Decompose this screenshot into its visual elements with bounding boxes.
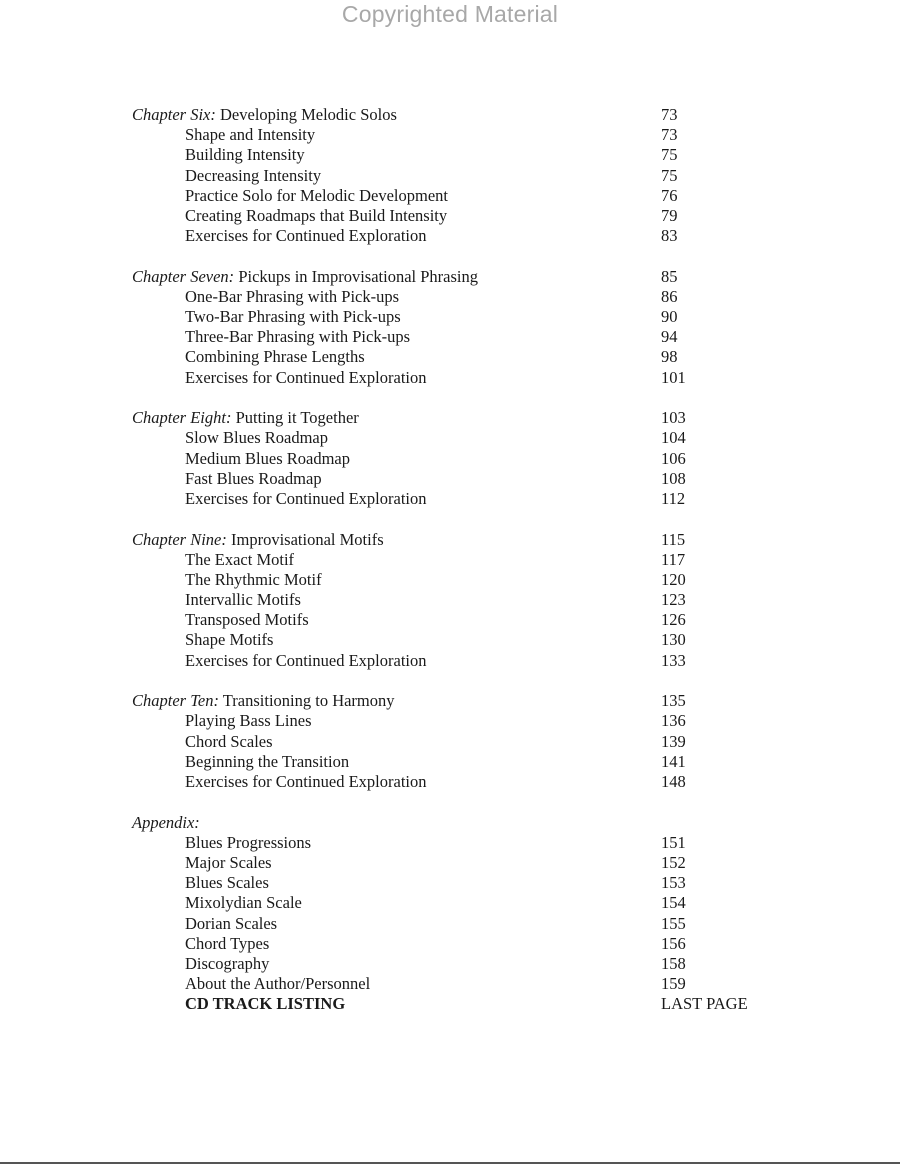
toc-entry [0, 570, 900, 590]
section-spacer [0, 246, 900, 266]
chapter-label: Chapter Six: [132, 105, 216, 124]
entry-page-number: 152 [661, 852, 686, 872]
entry-page-number: 90 [661, 307, 678, 327]
toc-entry [0, 550, 900, 570]
toc-entry [0, 651, 900, 671]
entry-page-number: 133 [661, 650, 686, 670]
entry-title: Decreasing Intensity [185, 165, 322, 185]
chapter-name: Improvisational Motifs [231, 529, 384, 549]
chapter-name: Developing Melodic Solos [220, 105, 397, 124]
entry-page-number: 159 [661, 974, 686, 994]
entry-page-number: 136 [661, 711, 686, 731]
chapter-title [132, 105, 397, 125]
entry-title: Building Intensity [185, 145, 305, 165]
toc-entry [0, 873, 900, 893]
entry-title: CD TRACK LISTING [185, 994, 346, 1014]
toc-entry [0, 347, 900, 367]
toc-entry [0, 853, 900, 873]
entry-page-number: 123 [661, 590, 686, 610]
toc-entry [0, 489, 900, 509]
entry-page-number: 141 [661, 751, 686, 771]
entry-page-number: 101 [661, 367, 686, 387]
chapter-label: Chapter Ten: [132, 691, 219, 711]
entry-title: Medium Blues Roadmap [185, 448, 350, 468]
chapter-page-number: 73 [661, 105, 678, 124]
chapter-name: Pickups in Improvisational Phrasing [238, 266, 479, 286]
entry-title: About the Author/Personnel [185, 974, 371, 994]
entry-title: Shape Motifs [185, 630, 274, 650]
toc-entry [0, 469, 900, 489]
entry-title: Two-Bar Phrasing with Pick-ups [185, 307, 401, 327]
toc-entry [0, 752, 900, 772]
entry-page-number: 75 [661, 145, 678, 165]
entry-title: Exercises for Continued Exploration [185, 488, 427, 508]
entry-title: Combining Phrase Lengths [185, 347, 365, 367]
chapter-title [132, 267, 478, 287]
chapter-name: Putting it Together [235, 408, 359, 428]
chapter-label: Appendix: [132, 812, 200, 832]
entry-page-number: 154 [661, 893, 686, 913]
entry-page-number: 75 [661, 165, 678, 185]
toc-entry [0, 934, 900, 954]
chapter-title [132, 813, 200, 833]
toc-entry [0, 732, 900, 752]
chapter-page-number: 85 [661, 266, 678, 286]
entry-title: Dorian Scales [185, 913, 278, 933]
entry-page-number: 112 [661, 488, 686, 508]
entry-page-number: 98 [661, 347, 678, 367]
entry-title: The Exact Motif [185, 549, 295, 569]
entry-page-number: 126 [661, 610, 686, 630]
entry-page-number: 83 [661, 226, 678, 246]
toc-entry [0, 226, 900, 246]
entry-page-number: 79 [661, 205, 678, 225]
toc-entry [0, 166, 900, 186]
section-spacer [0, 792, 900, 812]
toc-chapter-heading [0, 691, 900, 711]
chapter-page-number: 103 [661, 408, 686, 428]
entry-page-number: LAST PAGE [661, 994, 748, 1014]
toc-entry [0, 772, 900, 792]
entry-title: Blues Scales [185, 873, 269, 893]
toc-entry [0, 449, 900, 469]
toc-entry [0, 307, 900, 327]
toc-entry [0, 974, 900, 994]
toc-entry [0, 994, 900, 1014]
entry-title: Discography [185, 953, 270, 973]
toc-entry [0, 206, 900, 226]
section-spacer [0, 671, 900, 691]
entry-title: Mixolydian Scale [185, 893, 302, 913]
toc-entry [0, 186, 900, 206]
toc-chapter-heading [0, 105, 900, 125]
entry-title: Practice Solo for Melodic Development [185, 185, 449, 205]
toc-entry [0, 630, 900, 650]
toc-entry [0, 711, 900, 731]
toc-entry [0, 833, 900, 853]
entry-title: Intervallic Motifs [185, 590, 301, 610]
chapter-label: Chapter Eight: [132, 408, 232, 428]
entry-title: Exercises for Continued Exploration [185, 650, 427, 670]
entry-page-number: 76 [661, 185, 678, 205]
toc-entry [0, 287, 900, 307]
entry-page-number: 106 [661, 448, 686, 468]
toc-chapter-heading [0, 408, 900, 428]
chapter-page-number: 135 [661, 691, 686, 711]
entry-page-number: 120 [661, 569, 686, 589]
entry-title: Beginning the Transition [185, 751, 350, 771]
toc-entry [0, 590, 900, 610]
chapter-name: Transitioning to Harmony [222, 691, 395, 711]
chapter-title [132, 530, 384, 550]
table-of-contents [0, 105, 900, 1014]
entry-title: Blues Progressions [185, 832, 312, 852]
chapter-title [132, 691, 395, 711]
toc-chapter-heading [0, 813, 900, 833]
toc-entry [0, 914, 900, 934]
entry-title: Creating Roadmaps that Build Intensity [185, 205, 448, 225]
toc-entry [0, 125, 900, 145]
toc-entry [0, 327, 900, 347]
entry-title: Three-Bar Phrasing with Pick-ups [185, 327, 410, 347]
toc-entry [0, 368, 900, 388]
entry-title: Major Scales [185, 852, 272, 872]
chapter-title [132, 408, 359, 428]
entry-page-number: 73 [661, 125, 678, 145]
entry-page-number: 148 [661, 772, 686, 791]
entry-title: Exercises for Continued Exploration [185, 226, 427, 246]
entry-page-number: 151 [661, 832, 686, 852]
toc-chapter-heading [0, 530, 900, 550]
entry-title: Exercises for Continued Exploration [185, 772, 427, 791]
entry-page-number: 130 [661, 630, 686, 650]
entry-title: Chord Types [185, 933, 270, 953]
chapter-page-number: 115 [661, 529, 686, 549]
toc-entry [0, 954, 900, 974]
entry-page-number: 108 [661, 468, 686, 488]
entry-page-number: 86 [661, 286, 678, 306]
entry-title: Exercises for Continued Exploration [185, 367, 427, 387]
entry-page-number: 104 [661, 428, 686, 448]
toc-entry [0, 893, 900, 913]
entry-title: The Rhythmic Motif [185, 569, 322, 589]
entry-title: Chord Scales [185, 731, 273, 751]
entry-page-number: 156 [661, 933, 686, 953]
section-spacer [0, 509, 900, 529]
chapter-label: Chapter Nine: [132, 529, 227, 549]
entry-page-number: 155 [661, 913, 686, 933]
entry-page-number: 94 [661, 327, 678, 347]
entry-page-number: 117 [661, 549, 686, 569]
toc-entry [0, 428, 900, 448]
entry-page-number: 158 [661, 953, 686, 973]
copyright-watermark: Copyrighted Material [341, 1, 559, 27]
entry-title: Slow Blues Roadmap [185, 428, 328, 448]
toc-entry [0, 610, 900, 630]
entry-title: Playing Bass Lines [185, 711, 312, 731]
chapter-label: Chapter Seven: [132, 266, 235, 286]
entry-title: Transposed Motifs [185, 610, 309, 630]
toc-chapter-heading [0, 267, 900, 287]
entry-page-number: 139 [661, 731, 686, 751]
entry-page-number: 153 [661, 873, 686, 893]
entry-title: One-Bar Phrasing with Pick-ups [185, 286, 400, 306]
entry-title: Fast Blues Roadmap [185, 468, 322, 488]
toc-entry [0, 145, 900, 165]
entry-title: Shape and Intensity [185, 125, 316, 145]
section-spacer [0, 388, 900, 408]
